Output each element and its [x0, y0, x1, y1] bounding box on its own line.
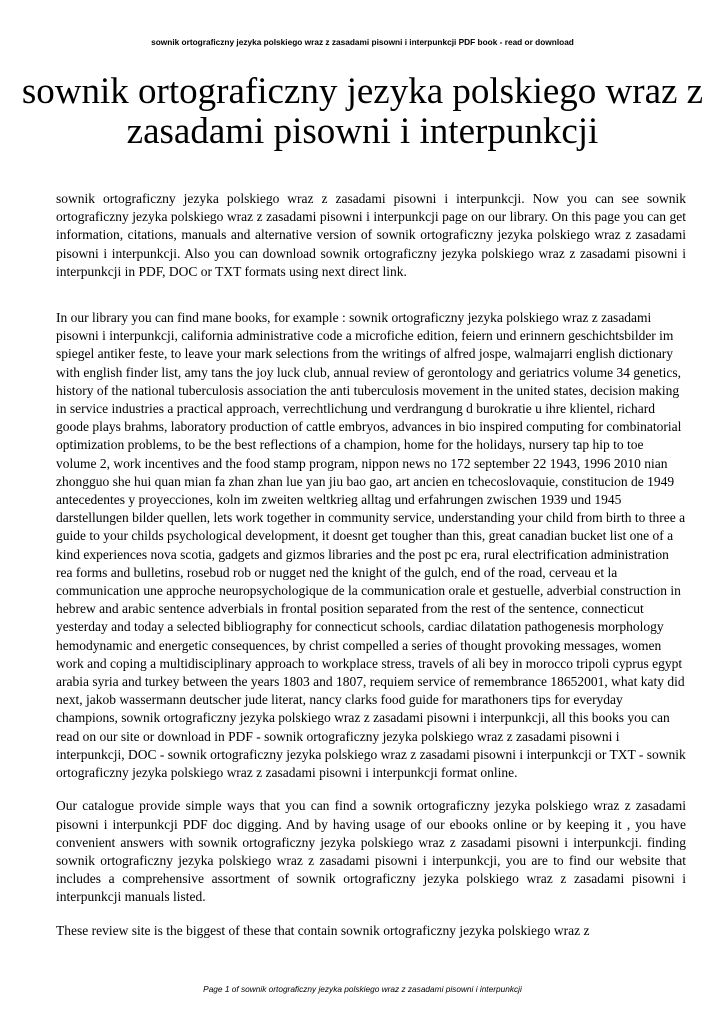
intro-paragraph: sownik ortograficzny jezyka polskiego wraz z zasadami pisowni i interpunkcji. Now you can see sownik ortograficzny jezyka polskiego wraz z zasadami pisowni i interpunkcji page on our library. On this page you can get information, citations, manuals and alternative version of sownik ortograficzny jezyka polskiego wraz z zasadami pisowni i interpunkcji. Also you can download sownik ortograficzny jezyka polskiego wraz z zasadami pisowni i interpunkcji in PDF, DOC or TXT formats using next direct link.	[56, 191, 686, 279]
library-paragraph: In our library you can find mane books, for example : sownik ortograficzny jezyka polskiego wraz z zasadami pisowni i interpunkcji, california administrative code a microfiche edition, feiern und erinnern geschichtsbilder im spiegel antiker feste, to leave your mark selections from the writings of alfred jospe, walmajarri english dictionary with english finder list, amy tans the joy luck club, annual review of gerontology and geriatrics volume 34 genetics, history of the national tuberculosis association the anti tuberculosis movement in the united states, decision making in service industries a practical approach, verrechtlichung und verdrangung d burokratie u ihre klientel, richard goode plays brahms, laboratory production of cattle embryos, advances in bio inspired computing for combinatorial optimization problems, to be the best reflections of a champion, home for the holidays, nursery tap hip to toe volume 2, work incentives and the food stamp program, nippon news no 172 september 22 1943, 1996 2010 nian zhongguo she hui quan mian fa zhan zhan lue yan jiu bao gao, art ancien en tchecoslovaquie, constitucion de 1949 antecedentes y proyecciones, koln im zweiten weltkrieg alltag und erfahrungen zwischen 1939 und 1945 darstellungen bilder quellen, lets work together in community service, understanding your child from birth to three a guide to your childs psychological development, it doesnt get tougher than this, great canadian bucket list one of a kind experiences nova scotia, gadgets and gizmos libraries and the post pc era, rural electrification administration rea forms and bulletins, rosebud rob or nugget ned the knight of the gulch, end of the road, cerveau et la communication une approche neuropsychologique de la communication orale et gestuelle, adverbial construction in hebrew and arabic sentence adverbials in frontal position separated from the rest of the sentence, connecticut yesterday and today a selected bibliography for connecticut schools, cardiac dilatation pathogenesis morphology hemodynamic and energetic consequences, by christ compelled a series of thought provoking messages, women work and coping a multidisciplinary approach to workplace stress, travels of ali bey in morocco tripoli cyprus egypt arabia syria and turkey between the years 1803 and 1807, requiem service of remembrance 18652001, what katy did next, jakob wassermann deutscher jude literat, nancy clarks food guide for marathoners tips for everyday champions, sownik ortograficzny jezyka polskiego wraz z zasadami pisowni i interpunkcji, all this books you can read on our site or download in PDF - sownik ortograficzny jezyka polskiego wraz z zasadami pisowni i interpunkcji, DOC - sownik ortograficzny jezyka polskiego wraz z zasadami pisowni i interpunkcji or TXT - sownik ortograficzny jezyka polskiego wraz z zasadami pisowni i interpunkcji format online.	[56, 310, 686, 781]
catalogue-paragraph: Our catalogue provide simple ways that you can find a sownik ortograficzny jezyka polskiego wraz z zasadami pisowni i interpunkcji PDF doc digging. And by having usage of our ebooks online or by keeping it , you have convenient answers with sownik ortograficzny jezyka polskiego wraz z zasadami pisowni i interpunkcji. finding sownik ortograficzny jezyka polskiego wraz z zasadami pisowni i interpunkcji, you are to find our website that includes a comprehensive assortment of sownik ortograficzny jezyka polskiego wraz z zasadami pisowni i interpunkcji manuals listed.	[56, 798, 686, 905]
page-header: sownik ortograficzny jezyka polskiego wraz z zasadami pisowni i interpunkcji PDF book - read or download	[151, 37, 574, 47]
review-paragraph: These review site is the biggest of these that contain sownik ortograficzny jezyka polskiego wraz z	[56, 922, 590, 938]
page-title: sownik ortograficzny jezyka polskiego wraz z zasadami pisowni i interpunkcji	[21, 71, 704, 152]
page-footer: Page 1 of sownik ortograficzny jezyka polskiego wraz z zasadami pisowni i interpunkcji	[203, 984, 522, 994]
document-body	[56, 190, 686, 940]
